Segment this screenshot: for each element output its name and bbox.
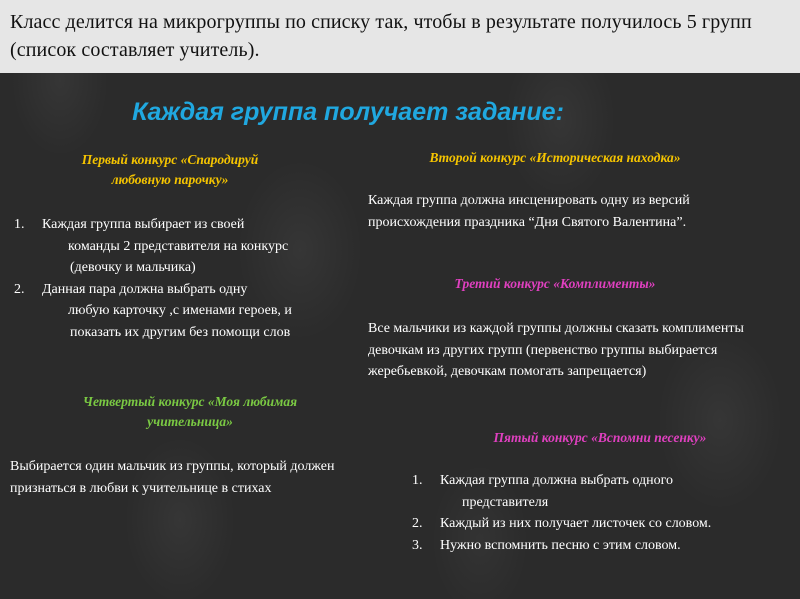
contest4-title-line2: учительница»: [147, 414, 233, 429]
contest2-text: Каждая группа должна инсценировать одну из версий происхождения праздника “Дня Святого Валентина”.: [368, 193, 690, 230]
contest1-title-line2: любовную парочку»: [111, 172, 229, 187]
contest1-title-line1: Первый конкурс «Спародируй: [81, 152, 259, 167]
list-item-rest: любую карточку ,с именами героев, и показать их другим без помощи слов: [68, 303, 292, 340]
list-item-line1: Каждый из них получает листочек со словом.: [440, 516, 712, 531]
list-item-number: 1.: [14, 217, 25, 232]
list-item-line1: Каждая группа должна выбрать одного: [440, 473, 673, 488]
list-item-line1: Каждая группа выбирает из своей: [42, 217, 245, 232]
list-item-rest: команды 2 представителя на конкурс (девочку и мальчика): [68, 238, 289, 275]
contest5-list: [412, 470, 797, 556]
contest1-title: [20, 150, 320, 190]
list-item-rest: представителя: [462, 494, 549, 510]
slide-subtitle: Каждая группа получает задание:: [132, 98, 564, 126]
list-item-number: 2.: [412, 516, 423, 531]
contest2-title: Второй конкурс «Историческая находка»: [429, 150, 681, 165]
list-item: [412, 470, 797, 513]
list-item-line1: Данная пара должна выбрать одну: [42, 281, 248, 297]
list-item: [412, 513, 797, 535]
list-item: [412, 535, 797, 557]
list-item: [14, 279, 314, 344]
contest4-title-line1: Четвертый конкурс «Моя любимая: [82, 394, 298, 409]
header-text: Класс делится на микрогруппы по списку так, чтобы в результате получилось 5 групп (список составляет учитель).: [10, 11, 752, 61]
contest1-list: [14, 214, 314, 343]
contest4-title: [30, 392, 350, 432]
list-item-number: 2.: [14, 281, 25, 297]
list-item-line1: Нужно вспомнить песню с этим словом.: [440, 537, 681, 553]
contest5-title: Пятый конкурс «Вспомни песенку»: [493, 430, 707, 445]
list-item-number: 3.: [412, 537, 423, 553]
contest4-text: Выбирается один мальчик из группы, который должен признаться в любви к учительнице в стихах: [10, 459, 335, 496]
header-banner: [0, 0, 800, 73]
list-item: [14, 214, 314, 279]
list-item-number: 1.: [412, 473, 423, 488]
contest3-text: Все мальчики из каждой группы должны сказать комплименты девочкам из других групп (первенство группы выбирается жеребьевкой, девочкам помогать запрещается): [368, 321, 744, 379]
contest3-title: Третий конкурс «Комплименты»: [454, 276, 656, 291]
